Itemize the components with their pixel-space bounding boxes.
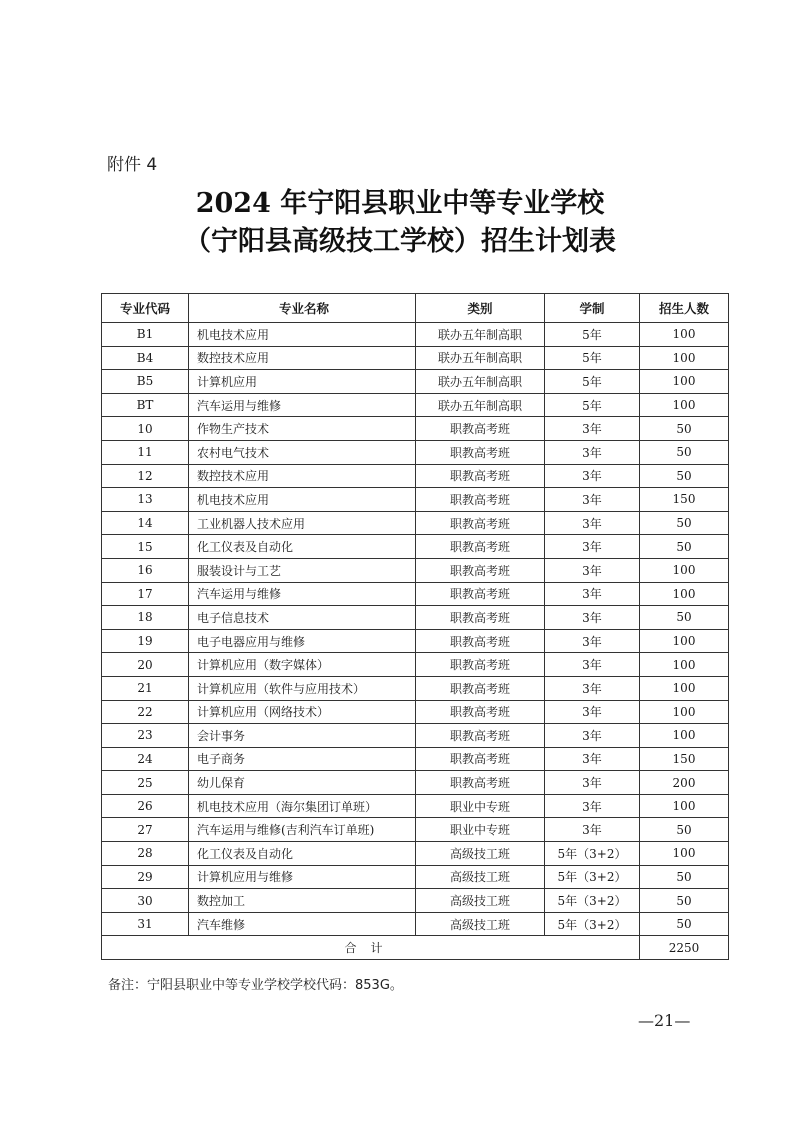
cell-type: 职教高考班 (416, 700, 545, 724)
table-row (102, 818, 729, 842)
cell-name: 数控技术应用 (189, 346, 416, 370)
cell-duration: 5年（3+2） (545, 889, 640, 913)
cell-duration: 5年（3+2） (545, 912, 640, 936)
cell-name: 数控加工 (189, 889, 416, 913)
table-row (102, 535, 729, 559)
table-row (102, 606, 729, 630)
cell-count: 150 (640, 747, 729, 771)
cell-name: 计算机应用 (189, 370, 416, 394)
table-row (102, 440, 729, 464)
header-name: 专业名称 (189, 294, 416, 323)
cell-code: B4 (102, 346, 189, 370)
cell-name: 电子信息技术 (189, 606, 416, 630)
cell-name: 汽车运用与维修 (189, 393, 416, 417)
table-row (102, 747, 729, 771)
cell-duration: 3年 (545, 629, 640, 653)
cell-type: 职教高考班 (416, 417, 545, 441)
cell-code: 15 (102, 535, 189, 559)
cell-type: 职教高考班 (416, 606, 545, 630)
cell-count: 100 (640, 370, 729, 394)
cell-type: 联办五年制高职 (416, 370, 545, 394)
table-row (102, 771, 729, 795)
cell-count: 100 (640, 323, 729, 347)
cell-count: 50 (640, 912, 729, 936)
cell-count: 100 (640, 842, 729, 866)
cell-type: 高级技工班 (416, 865, 545, 889)
cell-code: 30 (102, 889, 189, 913)
cell-type: 高级技工班 (416, 912, 545, 936)
cell-name: 幼儿保育 (189, 771, 416, 795)
cell-type: 职教高考班 (416, 724, 545, 748)
document-title-line-1: 2024 年宁阳县职业中等专业学校 (195, 188, 605, 219)
page-number: —21— (638, 1011, 691, 1030)
cell-type: 高级技工班 (416, 889, 545, 913)
cell-type: 职教高考班 (416, 676, 545, 700)
enrollment-plan-table (101, 293, 729, 960)
cell-name: 机电技术应用（海尔集团订单班） (189, 794, 416, 818)
cell-code: 11 (102, 440, 189, 464)
cell-type: 联办五年制高职 (416, 346, 545, 370)
cell-count: 100 (640, 582, 729, 606)
cell-duration: 3年 (545, 582, 640, 606)
cell-code: 22 (102, 700, 189, 724)
cell-type: 职教高考班 (416, 771, 545, 795)
cell-duration: 3年 (545, 440, 640, 464)
total-value: 2250 (640, 936, 729, 960)
cell-duration: 5年 (545, 323, 640, 347)
cell-duration: 3年 (545, 771, 640, 795)
cell-type: 职教高考班 (416, 653, 545, 677)
cell-type: 职教高考班 (416, 558, 545, 582)
cell-name: 服装设计与工艺 (189, 558, 416, 582)
footnote: 备注：宁阳县职业中等专业学校学校代码：853G。 (108, 978, 403, 993)
cell-duration: 3年 (545, 606, 640, 630)
cell-type: 职业中专班 (416, 794, 545, 818)
cell-duration: 5年（3+2） (545, 865, 640, 889)
cell-count: 50 (640, 535, 729, 559)
table-header-row (102, 294, 729, 323)
cell-count: 50 (640, 606, 729, 630)
cell-count: 100 (640, 629, 729, 653)
cell-duration: 3年 (545, 417, 640, 441)
cell-code: 23 (102, 724, 189, 748)
cell-code: 27 (102, 818, 189, 842)
table-row (102, 865, 729, 889)
cell-type: 联办五年制高职 (416, 393, 545, 417)
cell-code: B5 (102, 370, 189, 394)
cell-count: 50 (640, 865, 729, 889)
cell-duration: 3年 (545, 794, 640, 818)
cell-name: 化工仪表及自动化 (189, 535, 416, 559)
table-row (102, 370, 729, 394)
cell-duration: 5年（3+2） (545, 842, 640, 866)
cell-code: 19 (102, 629, 189, 653)
cell-name: 汽车运用与维修 (189, 582, 416, 606)
cell-count: 100 (640, 346, 729, 370)
cell-type: 职教高考班 (416, 488, 545, 512)
cell-duration: 3年 (545, 464, 640, 488)
table-row (102, 488, 729, 512)
cell-type: 高级技工班 (416, 842, 545, 866)
cell-name: 汽车维修 (189, 912, 416, 936)
cell-count: 100 (640, 558, 729, 582)
cell-code: 14 (102, 511, 189, 535)
cell-duration: 5年 (545, 370, 640, 394)
cell-name: 机电技术应用 (189, 323, 416, 347)
table-row (102, 653, 729, 677)
table-row (102, 464, 729, 488)
cell-duration: 3年 (545, 747, 640, 771)
cell-duration: 3年 (545, 488, 640, 512)
cell-duration: 5年 (545, 346, 640, 370)
cell-duration: 3年 (545, 676, 640, 700)
table-row (102, 323, 729, 347)
cell-name: 计算机应用（数字媒体） (189, 653, 416, 677)
cell-count: 100 (640, 653, 729, 677)
cell-code: 26 (102, 794, 189, 818)
cell-count: 50 (640, 511, 729, 535)
cell-name: 计算机应用与维修 (189, 865, 416, 889)
cell-duration: 3年 (545, 511, 640, 535)
cell-duration: 3年 (545, 700, 640, 724)
cell-count: 200 (640, 771, 729, 795)
cell-code: 12 (102, 464, 189, 488)
cell-code: 20 (102, 653, 189, 677)
cell-code: BT (102, 393, 189, 417)
cell-count: 50 (640, 464, 729, 488)
cell-count: 100 (640, 794, 729, 818)
cell-duration: 3年 (545, 558, 640, 582)
cell-type: 职教高考班 (416, 464, 545, 488)
cell-name: 农村电气技术 (189, 440, 416, 464)
table-row (102, 842, 729, 866)
cell-count: 50 (640, 889, 729, 913)
table-row (102, 346, 729, 370)
cell-type: 联办五年制高职 (416, 323, 545, 347)
cell-name: 机电技术应用 (189, 488, 416, 512)
cell-type: 职教高考班 (416, 582, 545, 606)
cell-count: 100 (640, 724, 729, 748)
cell-name: 化工仪表及自动化 (189, 842, 416, 866)
header-code: 专业代码 (102, 294, 189, 323)
cell-type: 职教高考班 (416, 535, 545, 559)
table-body (102, 323, 729, 936)
cell-code: 28 (102, 842, 189, 866)
cell-count: 50 (640, 417, 729, 441)
cell-name: 计算机应用（网络技术） (189, 700, 416, 724)
cell-code: 18 (102, 606, 189, 630)
cell-duration: 3年 (545, 724, 640, 748)
table-total-row (102, 936, 729, 960)
total-label: 合计 (102, 936, 640, 960)
cell-type: 职教高考班 (416, 629, 545, 653)
cell-type: 职教高考班 (416, 511, 545, 535)
cell-name: 计算机应用（软件与应用技术） (189, 676, 416, 700)
cell-code: 17 (102, 582, 189, 606)
cell-code: 13 (102, 488, 189, 512)
cell-count: 100 (640, 676, 729, 700)
table-row (102, 629, 729, 653)
cell-count: 100 (640, 700, 729, 724)
cell-type: 职业中专班 (416, 818, 545, 842)
cell-code: 25 (102, 771, 189, 795)
cell-count: 50 (640, 440, 729, 464)
table-row (102, 700, 729, 724)
table-row (102, 724, 729, 748)
cell-duration: 5年 (545, 393, 640, 417)
table-row (102, 794, 729, 818)
table-row (102, 393, 729, 417)
cell-name: 工业机器人技术应用 (189, 511, 416, 535)
cell-count: 50 (640, 818, 729, 842)
header-duration: 学制 (545, 294, 640, 323)
table-row (102, 558, 729, 582)
table-row (102, 417, 729, 441)
cell-name: 汽车运用与维修(吉利汽车订单班) (189, 818, 416, 842)
header-count: 招生人数 (640, 294, 729, 323)
cell-duration: 3年 (545, 535, 640, 559)
cell-code: 16 (102, 558, 189, 582)
cell-code: 29 (102, 865, 189, 889)
table-row (102, 582, 729, 606)
document-title-line-2: （宁阳县高级技工学校）招生计划表 (184, 226, 616, 257)
cell-name: 作物生产技术 (189, 417, 416, 441)
cell-code: 31 (102, 912, 189, 936)
table-row (102, 912, 729, 936)
cell-count: 100 (640, 393, 729, 417)
cell-code: 10 (102, 417, 189, 441)
cell-duration: 3年 (545, 653, 640, 677)
cell-type: 职教高考班 (416, 440, 545, 464)
table-row (102, 511, 729, 535)
cell-duration: 3年 (545, 818, 640, 842)
cell-count: 150 (640, 488, 729, 512)
cell-name: 电子商务 (189, 747, 416, 771)
cell-code: B1 (102, 323, 189, 347)
cell-code: 21 (102, 676, 189, 700)
attachment-label: 附件 4 (107, 155, 158, 175)
header-type: 类别 (416, 294, 545, 323)
table-row (102, 676, 729, 700)
cell-name: 数控技术应用 (189, 464, 416, 488)
cell-code: 24 (102, 747, 189, 771)
cell-name: 电子电器应用与维修 (189, 629, 416, 653)
cell-type: 职教高考班 (416, 747, 545, 771)
cell-name: 会计事务 (189, 724, 416, 748)
table-row (102, 889, 729, 913)
